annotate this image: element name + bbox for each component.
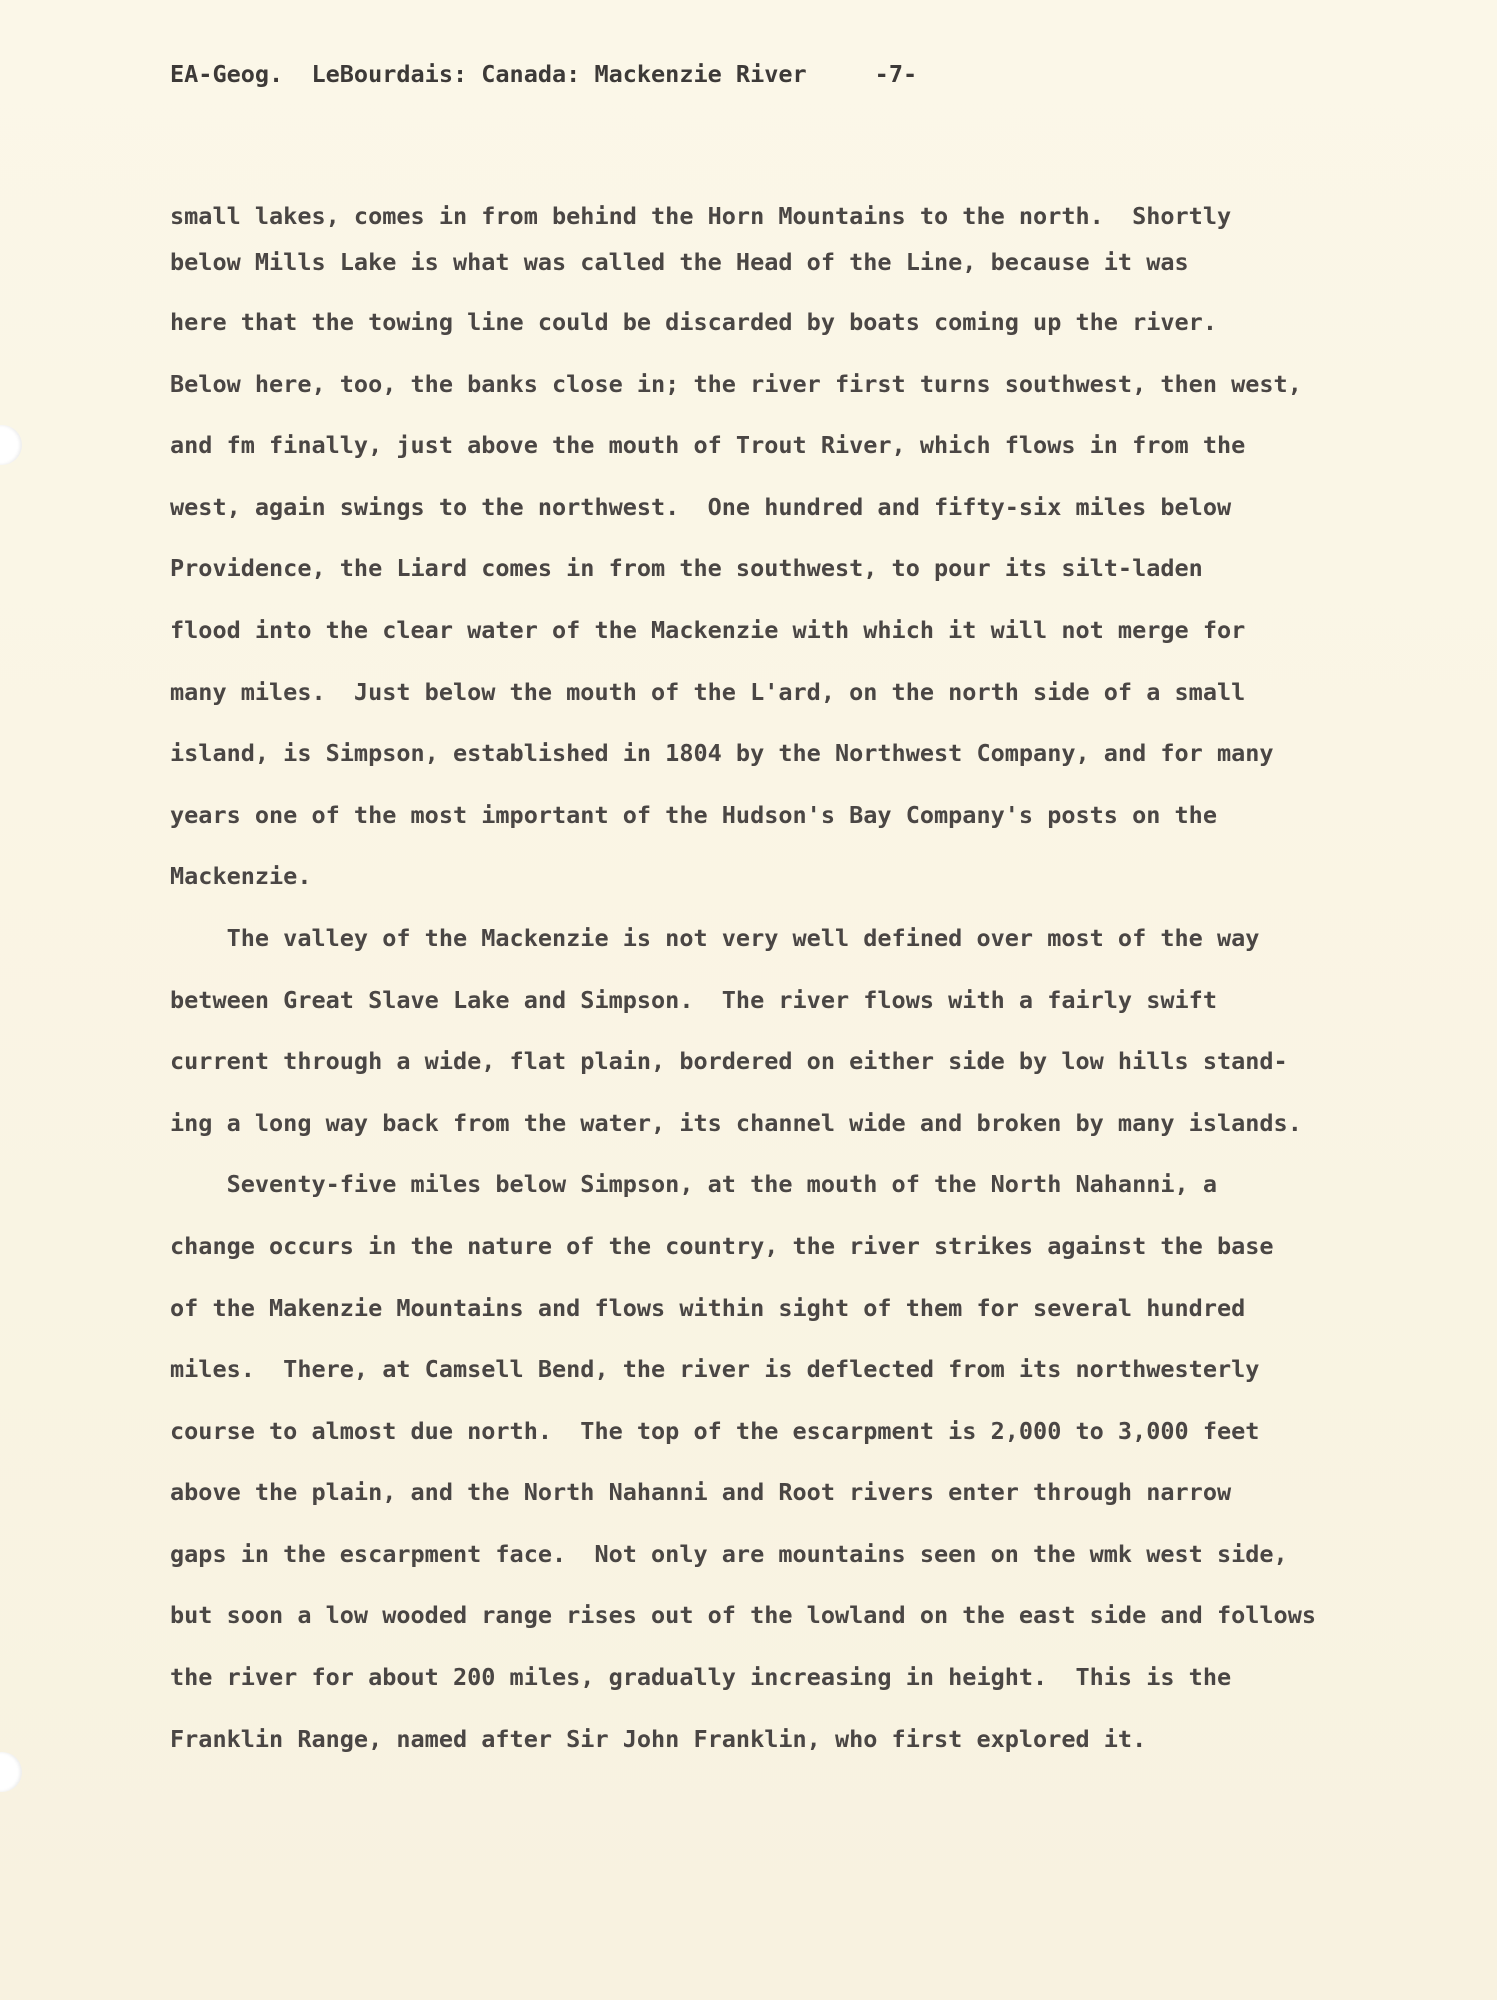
- text-line: small lakes, comes in from behind the Horn Mountains to the north. Shortly: [170, 202, 1232, 230]
- text-line: flood into the clear water of the Mackenzie with which it will not merge for: [170, 615, 1246, 644]
- text-line: here that the towing line could be discarded by boats coming up the river.: [170, 308, 1217, 336]
- text-line: west, again swings to the northwest. One hundred and fifty-six miles below: [170, 492, 1232, 521]
- text-line: miles. There, at Camsell Bend, the river is deflected from its northwesterly: [170, 1355, 1260, 1384]
- text-line: years one of the most important of the Hudson's Bay Company's posts on the: [170, 800, 1217, 829]
- text-line: of the Makenzie Mountains and flows within sight of them for several hundred: [170, 1293, 1246, 1322]
- text-line: Mackenzie.: [170, 862, 312, 891]
- text-line: Below here, too, the banks close in; the river first turns southwest, then west,: [170, 369, 1302, 398]
- text-line: Providence, the Liard comes in from the southwest, to pour its silt-laden: [170, 554, 1203, 583]
- text-line: ing a long way back from the water, its channel wide and broken by many islands.: [170, 1108, 1302, 1137]
- text-line: The valley of the Mackenzie is not very well defined over most of the way: [170, 923, 1260, 952]
- text-line: gaps in the escarpment face. Not only are mountains seen on the wmk west side,: [170, 1539, 1288, 1568]
- text-line: course to almost due north. The top of the escarpment is 2,000 to 3,000 feet: [170, 1416, 1260, 1445]
- text-line: and fm finally, just above the mouth of Trout River, which flows in from the: [170, 431, 1246, 460]
- text-line: change occurs in the nature of the country, the river strikes against the base: [170, 1231, 1274, 1260]
- text-line: the river for about 200 miles, gradually increasing in height. This is the: [170, 1663, 1232, 1692]
- page-number: -7-: [874, 60, 918, 88]
- text-line: island, is Simpson, established in 1804 by the Northwest Company, and for many: [170, 739, 1274, 768]
- text-line: many miles. Just below the mouth of the L'ard, on the north side of a small: [170, 677, 1246, 706]
- text-line: Seventy-five miles below Simpson, at the mouth of the North Nahanni, a: [170, 1170, 1217, 1199]
- text-line: but soon a low wooded range rises out of the lowland on the east side and follows: [170, 1601, 1317, 1630]
- body-text: [170, 200, 1420, 1770]
- page-header: [170, 60, 917, 88]
- text-line: current through a wide, flat plain, bordered on either side by low hills stand-: [170, 1047, 1288, 1076]
- text-line: Franklin Range, named after Sir John Franklin, who first explored it.: [170, 1724, 1147, 1753]
- header-title: EA-Geog. LeBourdais: Canada: Mackenzie River: [170, 60, 807, 88]
- punch-hole: [0, 1752, 22, 1792]
- text-line: below Mills Lake is what was called the Head of the Line, because it was: [170, 248, 1189, 276]
- text-line: between Great Slave Lake and Simpson. The river flows with a fairly swift: [170, 985, 1217, 1014]
- text-line: above the plain, and the North Nahanni and Root rivers enter through narrow: [170, 1478, 1232, 1507]
- punch-hole: [0, 425, 22, 465]
